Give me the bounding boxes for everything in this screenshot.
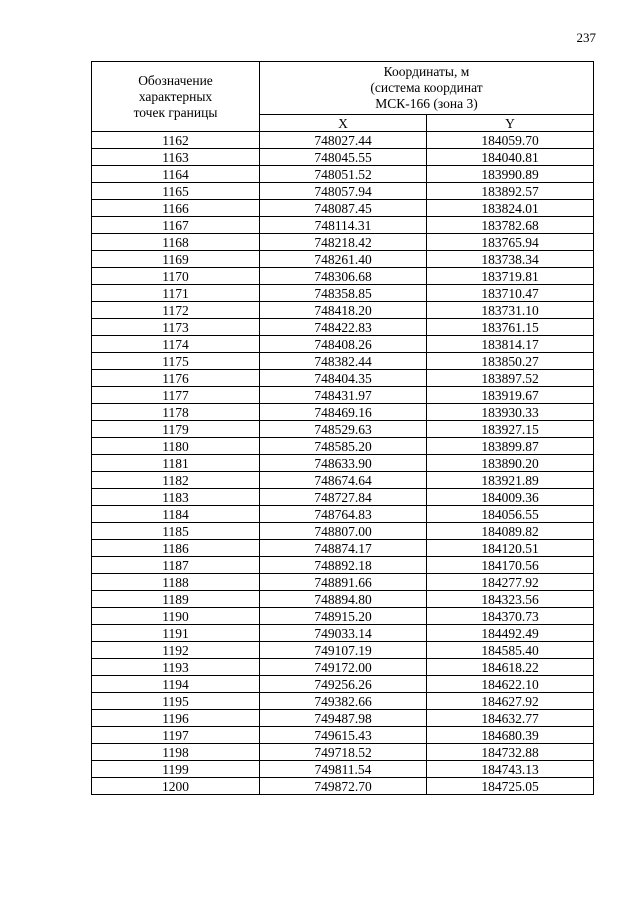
y-coordinate-cell: 184059.70	[427, 132, 594, 149]
y-coordinate-cell: 184277.92	[427, 574, 594, 591]
x-coordinate-cell: 749718.52	[260, 744, 427, 761]
x-coordinate-cell: 748358.85	[260, 285, 427, 302]
x-coordinate-cell: 748114.31	[260, 217, 427, 234]
table-row	[92, 676, 594, 693]
table-row	[92, 166, 594, 183]
point-id-cell: 1186	[92, 540, 260, 557]
point-id-cell: 1199	[92, 761, 260, 778]
header-y: Y	[427, 115, 594, 132]
y-coordinate-cell: 183892.57	[427, 183, 594, 200]
x-coordinate-cell: 749811.54	[260, 761, 427, 778]
x-coordinate-cell: 748891.66	[260, 574, 427, 591]
point-id-cell: 1163	[92, 149, 260, 166]
point-id-cell: 1190	[92, 608, 260, 625]
header-coords-line-1: Координаты, м	[383, 64, 470, 79]
y-coordinate-cell: 183930.33	[427, 404, 594, 421]
y-coordinate-cell: 183765.94	[427, 234, 594, 251]
table-row	[92, 302, 594, 319]
x-coordinate-cell: 749615.43	[260, 727, 427, 744]
y-coordinate-cell: 184170.56	[427, 557, 594, 574]
x-coordinate-cell: 748915.20	[260, 608, 427, 625]
table-row	[92, 540, 594, 557]
table-row	[92, 319, 594, 336]
header-x: X	[260, 115, 427, 132]
point-id-cell: 1168	[92, 234, 260, 251]
point-id-cell: 1185	[92, 523, 260, 540]
x-coordinate-cell: 748218.42	[260, 234, 427, 251]
table-row	[92, 693, 594, 710]
x-coordinate-cell: 748892.18	[260, 557, 427, 574]
point-id-cell: 1162	[92, 132, 260, 149]
point-id-cell: 1174	[92, 336, 260, 353]
table-row	[92, 778, 594, 795]
x-coordinate-cell: 748529.63	[260, 421, 427, 438]
y-coordinate-cell: 183824.01	[427, 200, 594, 217]
table-row	[92, 387, 594, 404]
y-coordinate-cell: 183850.27	[427, 353, 594, 370]
point-id-cell: 1188	[92, 574, 260, 591]
x-coordinate-cell: 748585.20	[260, 438, 427, 455]
y-coordinate-cell: 184618.22	[427, 659, 594, 676]
y-coordinate-cell: 183921.89	[427, 472, 594, 489]
y-coordinate-cell: 184743.13	[427, 761, 594, 778]
point-id-cell: 1197	[92, 727, 260, 744]
header-coords-line-2: (система координат	[370, 80, 483, 95]
point-id-cell: 1200	[92, 778, 260, 795]
y-coordinate-cell: 184622.10	[427, 676, 594, 693]
x-coordinate-cell: 748045.55	[260, 149, 427, 166]
table-row	[92, 132, 594, 149]
point-id-cell: 1164	[92, 166, 260, 183]
table-row	[92, 268, 594, 285]
x-coordinate-cell: 748382.44	[260, 353, 427, 370]
point-id-cell: 1187	[92, 557, 260, 574]
point-id-cell: 1195	[92, 693, 260, 710]
header-coordinates	[260, 62, 594, 115]
y-coordinate-cell: 183731.10	[427, 302, 594, 319]
x-coordinate-cell: 748469.16	[260, 404, 427, 421]
point-id-cell: 1177	[92, 387, 260, 404]
y-coordinate-cell: 183899.87	[427, 438, 594, 455]
point-id-cell: 1166	[92, 200, 260, 217]
table-row	[92, 455, 594, 472]
y-coordinate-cell: 183782.68	[427, 217, 594, 234]
table-row	[92, 370, 594, 387]
y-coordinate-cell: 184323.56	[427, 591, 594, 608]
y-coordinate-cell: 184009.36	[427, 489, 594, 506]
point-id-cell: 1167	[92, 217, 260, 234]
point-id-cell: 1181	[92, 455, 260, 472]
table-row	[92, 353, 594, 370]
point-id-cell: 1189	[92, 591, 260, 608]
page-number: 237	[576, 30, 596, 45]
y-coordinate-cell: 184585.40	[427, 642, 594, 659]
x-coordinate-cell: 748051.52	[260, 166, 427, 183]
x-coordinate-cell: 748674.64	[260, 472, 427, 489]
x-coordinate-cell: 749107.19	[260, 642, 427, 659]
point-id-cell: 1179	[92, 421, 260, 438]
point-id-cell: 1183	[92, 489, 260, 506]
point-id-cell: 1175	[92, 353, 260, 370]
point-id-cell: 1192	[92, 642, 260, 659]
x-coordinate-cell: 749382.66	[260, 693, 427, 710]
table-row	[92, 489, 594, 506]
header-coords-line-3: МСК-166 (зона 3)	[375, 96, 478, 111]
header-row	[92, 62, 594, 115]
table-row	[92, 251, 594, 268]
table-body	[92, 132, 594, 795]
x-coordinate-cell: 748431.97	[260, 387, 427, 404]
y-coordinate-cell: 183719.81	[427, 268, 594, 285]
point-id-cell: 1172	[92, 302, 260, 319]
x-coordinate-cell: 748894.80	[260, 591, 427, 608]
point-id-cell: 1169	[92, 251, 260, 268]
header-point-line-2: характерных	[138, 88, 213, 104]
x-coordinate-cell: 748261.40	[260, 251, 427, 268]
x-coordinate-cell: 749172.00	[260, 659, 427, 676]
point-id-cell: 1165	[92, 183, 260, 200]
header-point-designation	[92, 62, 260, 132]
table-row	[92, 761, 594, 778]
y-coordinate-cell: 184732.88	[427, 744, 594, 761]
y-coordinate-cell: 184370.73	[427, 608, 594, 625]
x-coordinate-cell: 748404.35	[260, 370, 427, 387]
y-coordinate-cell: 183710.47	[427, 285, 594, 302]
point-id-cell: 1170	[92, 268, 260, 285]
table-row	[92, 404, 594, 421]
x-coordinate-cell: 748027.44	[260, 132, 427, 149]
x-coordinate-cell: 748306.68	[260, 268, 427, 285]
x-coordinate-cell: 749256.26	[260, 676, 427, 693]
y-coordinate-cell: 183897.52	[427, 370, 594, 387]
point-id-cell: 1182	[92, 472, 260, 489]
table-row	[92, 557, 594, 574]
table-row	[92, 285, 594, 302]
table-row	[92, 506, 594, 523]
x-coordinate-cell: 749487.98	[260, 710, 427, 727]
point-id-cell: 1194	[92, 676, 260, 693]
y-coordinate-cell: 183761.15	[427, 319, 594, 336]
table-row	[92, 421, 594, 438]
table-row	[92, 234, 594, 251]
table-row	[92, 183, 594, 200]
y-coordinate-cell: 184056.55	[427, 506, 594, 523]
table-row	[92, 200, 594, 217]
y-coordinate-cell: 184089.82	[427, 523, 594, 540]
table-row	[92, 727, 594, 744]
point-id-cell: 1180	[92, 438, 260, 455]
point-id-cell: 1171	[92, 285, 260, 302]
x-coordinate-cell: 748418.20	[260, 302, 427, 319]
y-coordinate-cell: 183919.67	[427, 387, 594, 404]
point-id-cell: 1196	[92, 710, 260, 727]
y-coordinate-cell: 184492.49	[427, 625, 594, 642]
y-coordinate-cell: 184632.77	[427, 710, 594, 727]
table-row	[92, 625, 594, 642]
table-row	[92, 642, 594, 659]
point-id-cell: 1198	[92, 744, 260, 761]
x-coordinate-cell: 748727.84	[260, 489, 427, 506]
y-coordinate-cell: 184680.39	[427, 727, 594, 744]
y-coordinate-cell: 183990.89	[427, 166, 594, 183]
y-coordinate-cell: 183738.34	[427, 251, 594, 268]
table-row	[92, 744, 594, 761]
x-coordinate-cell: 748408.26	[260, 336, 427, 353]
header-point-line-3: точек границы	[133, 104, 218, 120]
table-row	[92, 608, 594, 625]
y-coordinate-cell: 184120.51	[427, 540, 594, 557]
point-id-cell: 1178	[92, 404, 260, 421]
table-row	[92, 472, 594, 489]
y-coordinate-cell: 184040.81	[427, 149, 594, 166]
x-coordinate-cell: 749033.14	[260, 625, 427, 642]
x-coordinate-cell: 748633.90	[260, 455, 427, 472]
table-row	[92, 217, 594, 234]
y-coordinate-cell: 183927.15	[427, 421, 594, 438]
x-coordinate-cell: 748087.45	[260, 200, 427, 217]
y-coordinate-cell: 183890.20	[427, 455, 594, 472]
x-coordinate-cell: 749872.70	[260, 778, 427, 795]
x-coordinate-cell: 748422.83	[260, 319, 427, 336]
coordinates-table	[91, 61, 594, 795]
table-row	[92, 710, 594, 727]
table-row	[92, 659, 594, 676]
header-point-line-1: Обозначение	[138, 72, 213, 88]
x-coordinate-cell: 748764.83	[260, 506, 427, 523]
point-id-cell: 1193	[92, 659, 260, 676]
table-row	[92, 149, 594, 166]
table-row	[92, 523, 594, 540]
y-coordinate-cell: 184627.92	[427, 693, 594, 710]
point-id-cell: 1191	[92, 625, 260, 642]
y-coordinate-cell: 183814.17	[427, 336, 594, 353]
point-id-cell: 1173	[92, 319, 260, 336]
point-id-cell: 1184	[92, 506, 260, 523]
point-id-cell: 1176	[92, 370, 260, 387]
table-row	[92, 438, 594, 455]
x-coordinate-cell: 748807.00	[260, 523, 427, 540]
y-coordinate-cell: 184725.05	[427, 778, 594, 795]
table-row	[92, 336, 594, 353]
table-row	[92, 591, 594, 608]
x-coordinate-cell: 748874.17	[260, 540, 427, 557]
x-coordinate-cell: 748057.94	[260, 183, 427, 200]
table-row	[92, 574, 594, 591]
